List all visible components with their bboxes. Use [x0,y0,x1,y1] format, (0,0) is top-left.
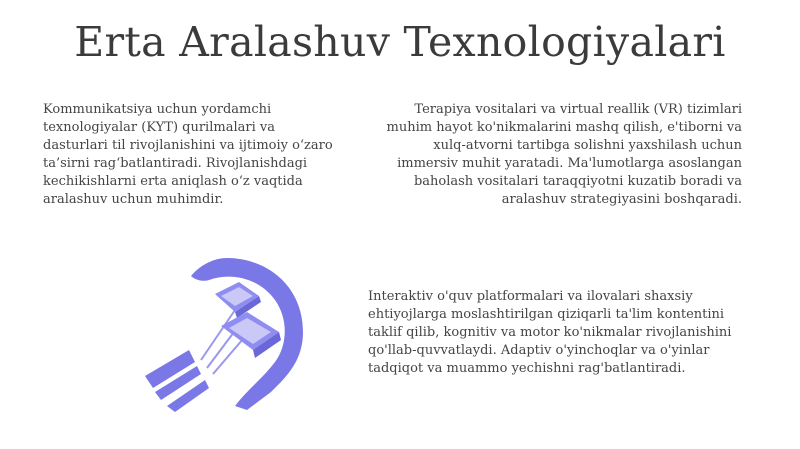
page-title: Erta Aralashuv Texnologiyalari [74,18,726,66]
text-block-therapy-vr: Terapiya vositalari va virtual reallik (VR) tizimlari muhim hayot ko'nikmalarini mashq qilish, e'tiborni va xulq-atvorni tartibga solishni yaxshilash uchun immersiv muhit yaratadi. Ma'lumotlarga asoslangan baholash vositalari taraqqiyotni kuzatib boradi va aralashuv strategiyasini boshqaradi. [386,102,742,207]
lightbulb-book-icon [135,250,315,420]
text-block-communication: Kommunikatsiya uchun yordamchi texnologiyalar (KYT) qurilmalari va dasturlari til rivojlanishini va ijtimoiy o‘zaro ta’sirni rag‘batlantiradi. Rivojlanishdagi kechikishlarni erta aniqlash o‘z vaqtida aralashuv uchun muhimdir. [43,102,333,207]
text-block-learning-platforms: Interaktiv o'quv platformalari va ilovalari shaxsiy ehtiyojlarga moslashtirilgan qiziqarli ta'lim kontentini taklif qilib, kognitiv va motor ko'nikmalar rivojlanishini qo'llab-quvvatlaydi. Adaptiv o'yinchoqlar va o'yinlar tadqiqot va muammo yechishni rag'batlantiradi. [368,289,732,376]
